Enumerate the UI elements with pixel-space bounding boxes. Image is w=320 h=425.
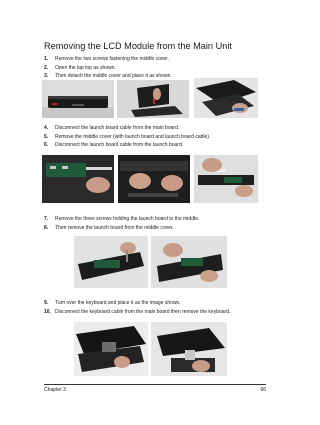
step-2 [44,65,116,71]
step-number: 3. [44,73,49,79]
photo-turn-over-keyboard [74,322,148,376]
step-8 [44,225,174,231]
step-5 [44,134,210,140]
photo-laptop-open [117,80,189,118]
photo-remove-keyboard [151,322,227,376]
step-number: 8. [44,225,49,231]
step-text: Remove the three screws holding the launch board to the middle. [55,216,200,222]
step-text: Then detach the middle cover and place it as shown. [55,73,172,79]
step-number: 10. [44,309,51,315]
step-text: Disconnect the launch board cable from the main board. [55,125,180,131]
footer-page-number: 66 [260,387,266,393]
step-number: 9. [44,300,49,306]
step-number: 7. [44,216,49,222]
photo-disconnect-cable [194,155,258,203]
step-4 [44,125,179,131]
step-9 [44,300,180,306]
footer-divider [44,384,266,385]
step-text: Open the lap top as shown. [55,65,116,71]
step-number: 6. [44,142,49,148]
step-7 [44,216,199,222]
photo-remove-launch-board [151,236,227,288]
step-text: Remove the middle cover (with launch board and launch board cable). [55,134,211,140]
step-text: Disconnect the keyboard cable from the main board then remove the keyboard. [55,309,231,315]
step-text: Remove the two screws fastening the middle cover. [55,56,169,62]
photo-detach-cover [194,78,258,118]
step-number: 4. [44,125,49,131]
step-number: 1. [44,56,49,62]
step-text: Turn over the keyboard and place it as the image shows. [55,300,181,306]
photo-laptop-closed [42,80,114,118]
photo-remove-middle-cover [118,155,190,203]
step-6 [44,142,183,148]
step-3 [44,73,172,79]
step-number: 2. [44,65,49,71]
step-text: Then remove the launch board from the middle cover. [55,225,174,231]
step-1 [44,56,169,62]
step-text: Disconnect the launch board cable from the launch board. [55,142,184,148]
photo-remove-screws [74,236,148,288]
step-10 [44,309,230,315]
photo-launch-board-cable [42,155,114,203]
footer-chapter: Chapter 3 [44,387,66,393]
page-title: Removing the LCD Module from the Main Unit [44,41,232,51]
step-number: 5. [44,134,49,140]
